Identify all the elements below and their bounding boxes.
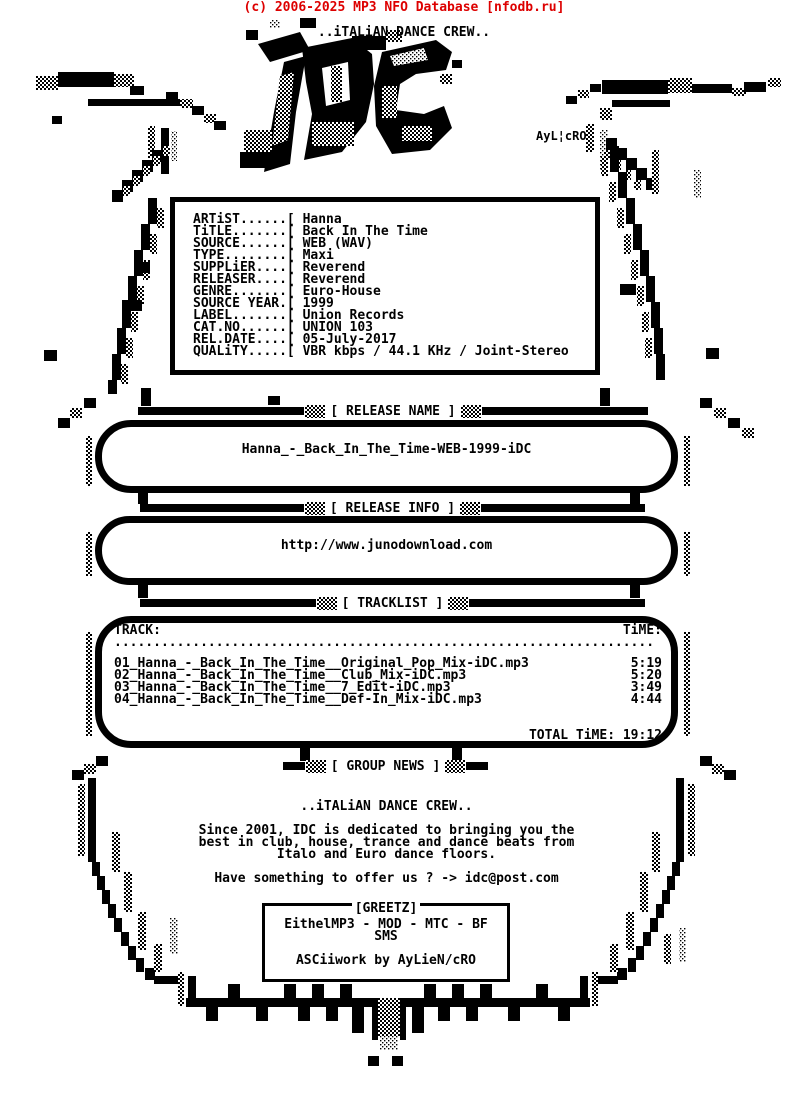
- tracklist-header: [140, 596, 645, 610]
- total-time-row: [114, 718, 662, 743]
- group-news-body: [95, 825, 678, 861]
- tracklist-column-headers: [114, 625, 662, 637]
- info-row: RELEASER....[ Reverend: [193, 272, 366, 287]
- total-time-value: 19:12: [622, 728, 662, 743]
- info-row: LABEL.......[ Union Records: [193, 308, 405, 323]
- release-info-title: [ RELEASE INFO ]: [329, 500, 456, 516]
- track-filename: 04_Hanna_-_Back_In_The_Time__Def-In_Mix-iDC.mp3: [114, 692, 482, 707]
- group-news-crew-line: ..iTALiAN DANCE CREW..: [300, 799, 473, 814]
- dither-block: [306, 760, 326, 773]
- info-row: TYPE........[ Maxi: [193, 248, 334, 263]
- info-row: ARTiST......[ Hanna: [193, 212, 342, 227]
- greetz-label: [GREETZ]: [265, 897, 507, 916]
- tracklist-pill: [95, 616, 678, 748]
- left-wing-art: [36, 72, 226, 202]
- idc-logo-art: [240, 18, 462, 172]
- group-news-header: [283, 759, 488, 773]
- header-line: [140, 599, 316, 607]
- release-name-header: [138, 404, 648, 418]
- dither-block: [317, 597, 337, 610]
- info-row: SOURCE YEAR.[ 1999: [193, 296, 334, 311]
- info-row: GENRE.......[ Euro-House: [193, 284, 381, 299]
- track-column-header: TRACK:: [114, 623, 161, 638]
- header-line: [283, 762, 305, 770]
- header-line: [482, 407, 648, 415]
- dither-block: [448, 597, 468, 610]
- crew-tagline: ..iTALiAN DANCE CREW..: [317, 25, 491, 40]
- release-info-header: [140, 501, 645, 515]
- header-line: [140, 504, 304, 512]
- time-column-header: TiME:: [622, 623, 662, 638]
- track-time: 4:44: [630, 692, 662, 707]
- spacer: [114, 706, 662, 718]
- track-time: 3:49: [630, 680, 662, 695]
- left-vine-art: [44, 198, 164, 394]
- group-news-contact: Have something to offer us ? -> idc@post.com: [214, 871, 559, 886]
- dither-block: [305, 502, 325, 515]
- info-row: SUPPLiER....[ Reverend: [193, 260, 366, 275]
- release-info-pill: [95, 516, 678, 585]
- release-info-box: [170, 197, 600, 375]
- track-time: 5:19: [630, 656, 662, 671]
- group-news-body-line: Since 2001, IDC is dedicated to bringing you the: [198, 823, 575, 838]
- release-name-pill: [95, 420, 678, 493]
- info-row: CAT.NO......[ UNION 103: [193, 320, 374, 335]
- info-row: REL.DATE....[ 05-July-2017: [193, 332, 397, 347]
- track-filename: 02_Hanna_-_Back_In_The_Time__Club_Mix-iDC.mp3: [114, 668, 467, 683]
- group-news-title: [ GROUP NEWS ]: [330, 758, 441, 774]
- total-time-label: TOTAL TiME:: [528, 728, 616, 743]
- header-line: [138, 407, 304, 415]
- release-name-value: Hanna_-_Back_In_The_Time-WEB-1999-iDC: [241, 442, 532, 457]
- track-filename: 03_Hanna_-_Back_In_The_Time__7_Edit-iDC.mp3: [114, 680, 451, 695]
- right-vine-art: [601, 146, 719, 380]
- logo-signature: AyL¦cRO: [536, 129, 587, 143]
- greetz-line-2: SMS: [374, 929, 398, 944]
- release-info-rows: [175, 202, 595, 358]
- info-row: SOURCE......[ WEB (WAV): [193, 236, 374, 251]
- tracklist-title: [ TRACKLIST ]: [341, 595, 444, 611]
- header-line: [466, 762, 488, 770]
- dither-block: [305, 405, 325, 418]
- header-line: [481, 504, 645, 512]
- release-info-url: http://www.junodownload.com: [280, 538, 493, 553]
- release-name-title: [ RELEASE NAME ]: [330, 403, 456, 419]
- track-rows: [114, 658, 662, 706]
- greetz-box: [262, 903, 510, 982]
- tracklist-separator: .....................................................................: [114, 637, 655, 649]
- track-time: 5:20: [630, 668, 662, 683]
- group-news-right-border-art: [592, 756, 736, 984]
- info-row: TiTLE.......[ Back In The Time: [193, 224, 428, 239]
- track-row: [114, 694, 662, 706]
- group-news-body-line: Italo and Euro dance floors.: [276, 847, 497, 862]
- group-news-body-line: best in club, house, trance and dance beats from: [198, 835, 575, 850]
- dither-block: [461, 405, 481, 418]
- track-filename: 01_Hanna_-_Back_In_The_Time__Original_Pop_Mix-iDC.mp3: [114, 656, 529, 671]
- dither-block: [460, 502, 480, 515]
- info-row: QUALiTY.....[ VBR kbps / 44.1 KHz / Joint-Stereo: [193, 344, 569, 359]
- dither-block: [445, 760, 465, 773]
- footer-zigzag-art: [178, 972, 598, 1066]
- greetz-line-1: EithelMP3 - MOD - MTC - BF: [284, 917, 488, 932]
- group-news-left-border-art: [72, 756, 180, 984]
- tracklist-content: [114, 623, 662, 743]
- header-line: [469, 599, 645, 607]
- copyright-line: (c) 2006-2025 MP3 NFO Database [nfodb.ru]: [243, 0, 565, 15]
- ascii-credit: ASCiiwork by AyLieN/cRO: [295, 953, 476, 968]
